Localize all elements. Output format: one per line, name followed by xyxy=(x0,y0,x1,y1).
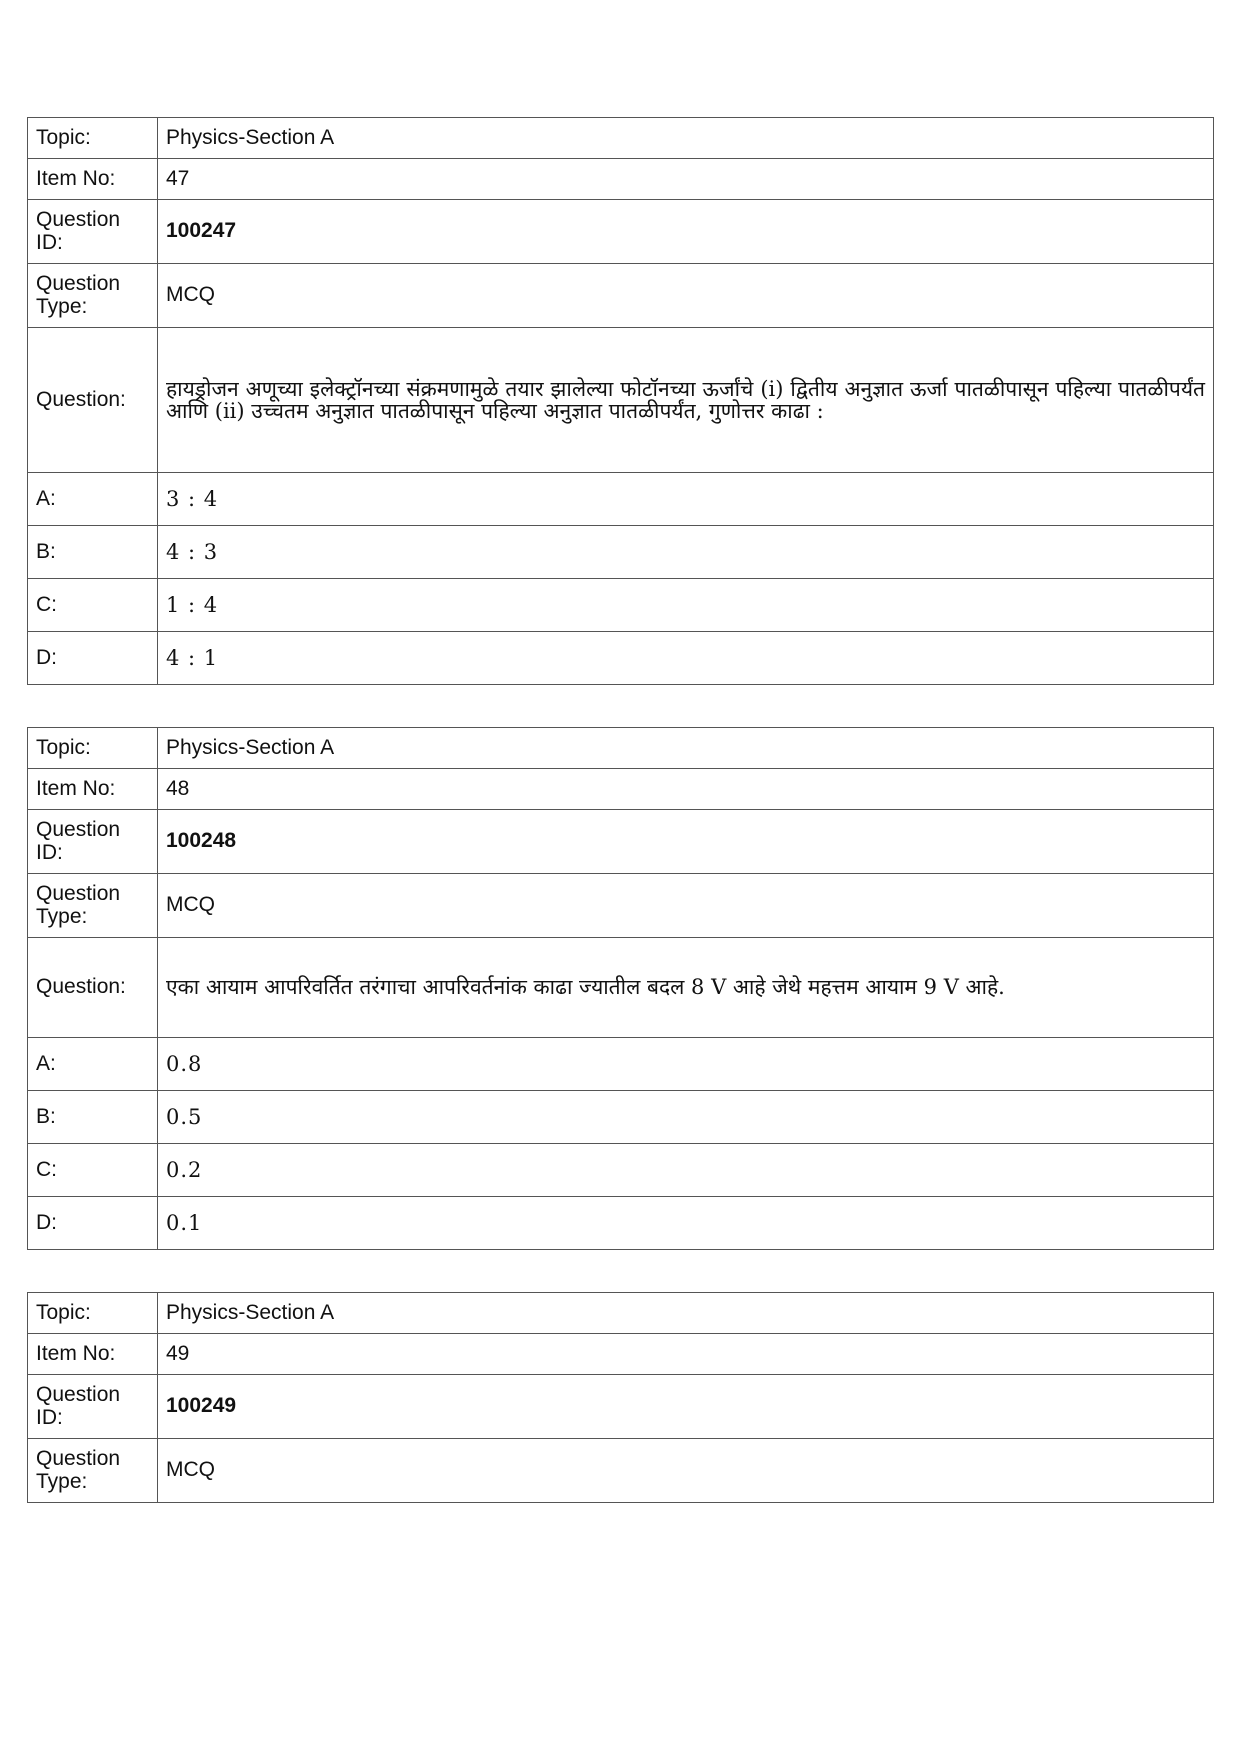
option-c-label: C: xyxy=(28,1144,158,1197)
option-a-label: A: xyxy=(28,1038,158,1091)
question-type-label: Question Type: xyxy=(28,1439,158,1503)
question-type-value: MCQ xyxy=(158,1439,1214,1503)
option-b-value: 4 : 3 xyxy=(158,526,1214,579)
question-label: Question: xyxy=(28,328,158,473)
topic-value: Physics-Section A xyxy=(158,118,1214,159)
topic-label: Topic: xyxy=(28,1293,158,1334)
question-type-label: Question Type: xyxy=(28,874,158,938)
option-b-value: 0.5 xyxy=(158,1091,1214,1144)
question-id-label: Question ID: xyxy=(28,200,158,264)
item-no-label: Item No: xyxy=(28,159,158,200)
question-id-value: 100249 xyxy=(158,1375,1214,1439)
question-type-value: MCQ xyxy=(158,264,1214,328)
option-d-label: D: xyxy=(28,632,158,685)
option-d-label: D: xyxy=(28,1197,158,1250)
question-text: एका आयाम आपरिवर्तित तरंगाचा आपरिवर्तनांक काढा ज्यातील बदल 8 V आहे जेथे महत्तम आयाम 9 V आहे. xyxy=(158,938,1214,1038)
question-id-label: Question ID: xyxy=(28,810,158,874)
option-b-label: B: xyxy=(28,1091,158,1144)
question-table-48 xyxy=(27,727,1214,1250)
option-c-value: 1 : 4 xyxy=(158,579,1214,632)
item-no-label: Item No: xyxy=(28,1334,158,1375)
question-type-label: Question Type: xyxy=(28,264,158,328)
option-a-label: A: xyxy=(28,473,158,526)
option-c-label: C: xyxy=(28,579,158,632)
topic-label: Topic: xyxy=(28,118,158,159)
option-d-value: 0.1 xyxy=(158,1197,1214,1250)
question-table-47 xyxy=(27,117,1214,685)
question-type-value: MCQ xyxy=(158,874,1214,938)
item-no-label: Item No: xyxy=(28,769,158,810)
item-no-value: 47 xyxy=(158,159,1214,200)
item-no-value: 48 xyxy=(158,769,1214,810)
question-id-value: 100248 xyxy=(158,810,1214,874)
option-d-value: 4 : 1 xyxy=(158,632,1214,685)
option-c-value: 0.2 xyxy=(158,1144,1214,1197)
question-label: Question: xyxy=(28,938,158,1038)
question-id-value: 100247 xyxy=(158,200,1214,264)
option-a-value: 3 : 4 xyxy=(158,473,1214,526)
option-a-value: 0.8 xyxy=(158,1038,1214,1091)
topic-value: Physics-Section A xyxy=(158,1293,1214,1334)
option-b-label: B: xyxy=(28,526,158,579)
topic-value: Physics-Section A xyxy=(158,728,1214,769)
question-text: हायड्रोजन अणूच्या इलेक्ट्रॉनच्या संक्रमणामुळे तयार झालेल्या फोटॉनच्या ऊर्जांचे (i) द्वितीय अनुज्ञात ऊर्जा पातळीपासून पहिल्या पातळीपर्यंत आणि (ii) उच्चतम अनुज्ञात पातळीपासून पहिल्या अनुज्ञात पातळीपर्यंत, गुणोत्तर काढा : xyxy=(158,328,1214,473)
question-table-49 xyxy=(27,1292,1214,1503)
topic-label: Topic: xyxy=(28,728,158,769)
item-no-value: 49 xyxy=(158,1334,1214,1375)
question-id-label: Question ID: xyxy=(28,1375,158,1439)
